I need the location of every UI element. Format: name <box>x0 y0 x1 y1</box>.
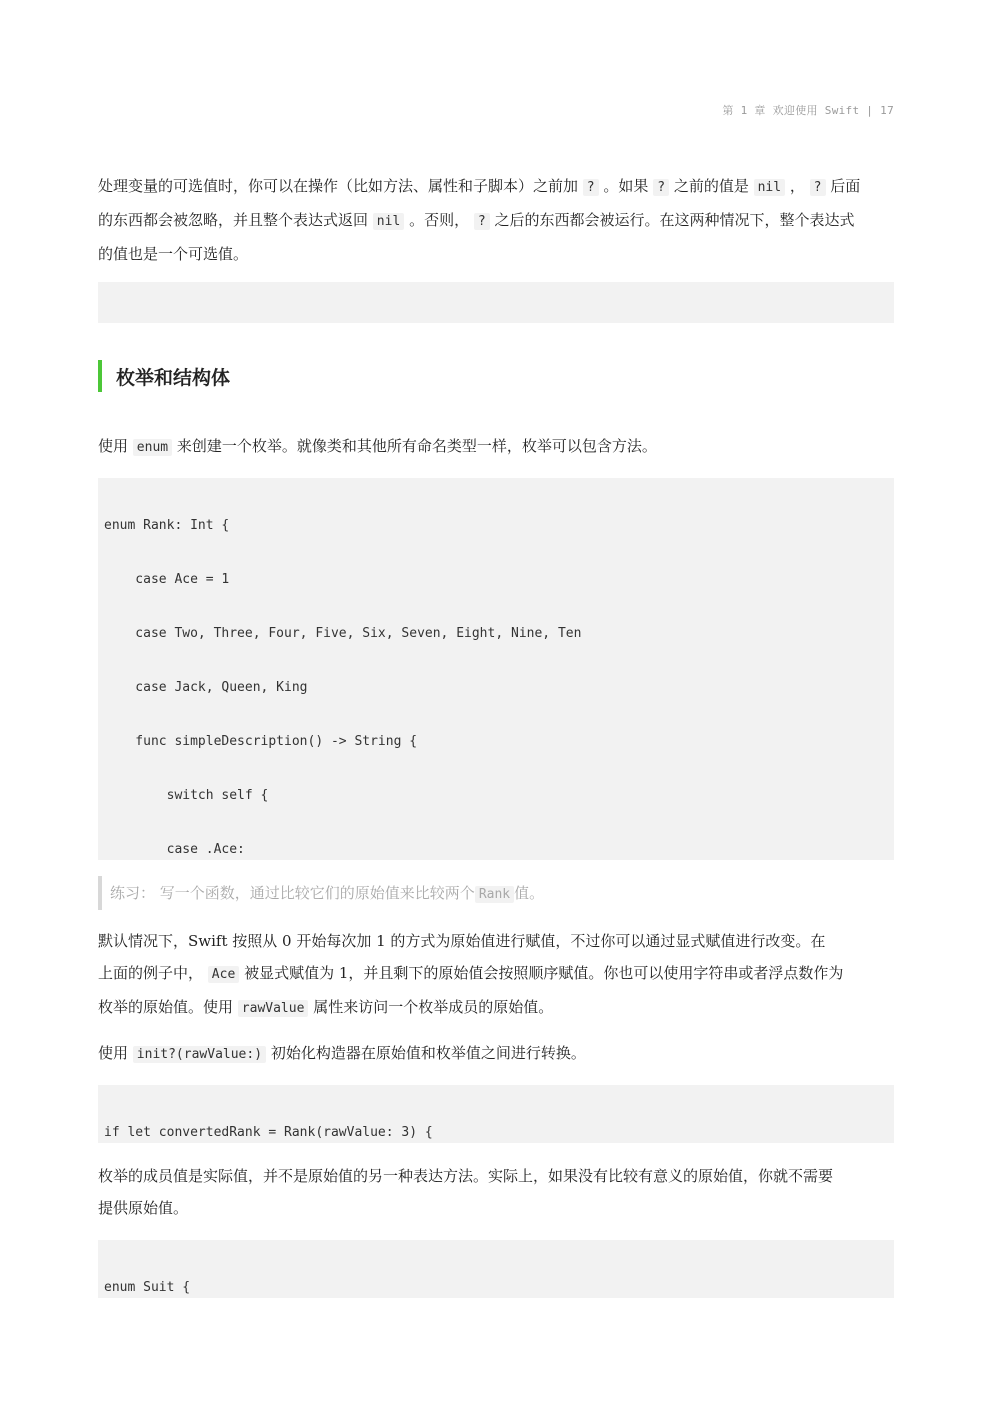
code-line: case Ace = 1 <box>104 572 230 587</box>
inline-code: rawValue <box>238 1000 309 1017</box>
code-line: switch self { <box>104 788 269 803</box>
inline-code: ? <box>810 179 826 196</box>
paragraph-line: 上面的例子中， Ace 被显式赋值为 1，并且剩下的原始值会按照顺序赋值。你也可以使用字符串或者浮点数作为 <box>98 964 844 982</box>
paragraph-line: 提供原始值。 <box>98 1199 189 1217</box>
inline-code: enum <box>133 439 172 456</box>
code-line: enum Suit { <box>104 1280 191 1295</box>
inline-code: ? <box>583 179 599 196</box>
paragraph-raw-values <box>98 925 894 1025</box>
running-header: 第 1 章 欢迎使用 Swift | 17 <box>722 104 894 117</box>
paragraph-optional-chaining <box>98 170 894 270</box>
code-line: func simpleDescription() -> String { <box>104 734 418 749</box>
note-label: 练习： <box>110 884 156 902</box>
paragraph-init-rawvalue: 使用 init?(rawValue:) 初始化构造器在原始值和枚举值之间进行转换。 <box>98 1044 586 1062</box>
paragraph-line: 枚举的原始值。使用 rawValue 属性来访问一个枚举成员的原始值。 <box>98 998 554 1016</box>
paragraph-enum-intro: 使用 enum 来创建一个枚举。就像类和其他所有命名类型一样，枚举可以包含方法。 <box>98 437 657 455</box>
code-block-converted-rank <box>98 1085 894 1143</box>
paragraph-line: 的值也是一个可选值。 <box>98 245 249 263</box>
section-title: 枚举和结构体 <box>116 366 231 389</box>
code-block-optional-square <box>98 282 894 323</box>
paragraph-member-values <box>98 1160 894 1224</box>
code-line: case Jack, Queen, King <box>104 680 308 695</box>
code-block-enum-rank <box>98 478 894 860</box>
code-line: case Two, Three, Four, Five, Six, Seven, Eight, Nine, Ten <box>104 626 582 641</box>
code-line <box>104 321 888 323</box>
section-heading <box>98 360 230 392</box>
code-line: case .Ace: <box>104 842 245 857</box>
code-block-enum-suit <box>98 1240 894 1298</box>
paragraph-line: 默认情况下，Swift 按照从 0 开始每次加 1 的方式为原始值进行赋值，不过你可以通过显式赋值进行改变。在 <box>98 932 826 950</box>
inline-code: init?(rawValue:) <box>133 1046 266 1063</box>
inline-code: nil <box>754 179 785 196</box>
inline-code: nil <box>373 213 404 230</box>
exercise-note <box>98 876 894 910</box>
inline-code: Rank <box>475 886 514 903</box>
note-tail: 值。 <box>514 884 545 902</box>
inline-code: ? <box>653 179 669 196</box>
code-line: if let convertedRank = Rank(rawValue: 3) { <box>104 1125 433 1140</box>
heading-accent-bar <box>98 360 102 392</box>
paragraph-line: 处理变量的可选值时，你可以在操作（比如方法、属性和子脚本）之前加 ? 。如果 ? 之前的值是 nil ， ? 后面 <box>98 177 861 195</box>
inline-code: ? <box>474 213 490 230</box>
note-text: 写一个函数，通过比较它们的原始值来比较两个 <box>159 884 475 902</box>
code-line: enum Rank: Int { <box>104 518 230 533</box>
paragraph-line: 的东西都会被忽略，并且整个表达式返回 nil 。否则， ? 之后的东西都会被运行。在这两种情况下，整个表达式 <box>98 211 855 229</box>
paragraph-line: 枚举的成员值是实际值，并不是原始值的另一种表达方法。实际上，如果没有比较有意义的原始值，你就不需要 <box>98 1167 834 1185</box>
inline-code: Ace <box>208 966 239 983</box>
